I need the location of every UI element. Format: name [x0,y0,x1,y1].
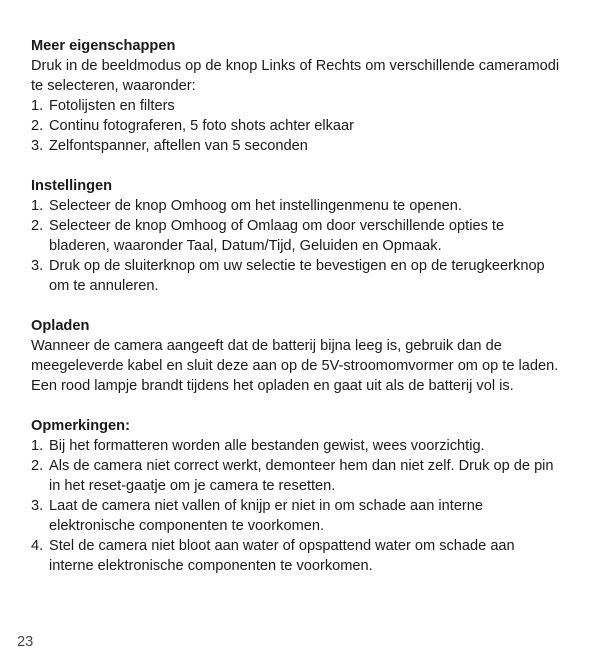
list-item: 3. Zelfontspanner, aftellen van 5 seconden [31,138,308,154]
section-intro: Druk in de beeldmodus op de knop Links of Rechts om verschillende cameramodi te selecteren, waaronder: [31,58,560,94]
list-item-text: Selecteer de knop Omhoog om het instellingenmenu te openen. [49,198,462,214]
list-item-text: Bij het formatteren worden alle bestanden gewist, wees voorzichtig. [49,438,485,454]
list-item-text: Zelfontspanner, aftellen van 5 seconden [49,138,308,154]
list-item: 1. Selecteer de knop Omhoog om het instellingenmenu te openen. [31,198,462,214]
section-title: Instellingen [31,178,113,194]
feature-list [31,96,561,156]
list-item-text: Selecteer de knop Omhoog of Omlaag om door verschillende opties te bladeren, waaronder Taal, Datum/Tijd, Geluiden en Opmaak. [49,218,505,254]
list-item: 1. Bij het formatteren worden alle bestanden gewist, wees voorzichtig. [31,438,485,454]
manual-page [31,36,561,596]
section-title: Opladen [31,318,90,334]
settings-list [31,196,561,296]
list-item: 2. Continu fotograferen, 5 foto shots achter elkaar [31,118,355,134]
section-meer-eigenschappen [31,36,561,156]
list-item: 1. Fotolijsten en filters [31,98,175,114]
list-item-text: Als de camera niet correct werkt, demonteer hem dan niet zelf. Druk op de pin in het reset-gaatje om je camera te resetten. [49,458,554,494]
section-instellingen [31,176,561,296]
section-intro: Wanneer de camera aangeeft dat de batterij bijna leeg is, gebruik dan de meegeleverde kabel en sluit deze aan op de 5V-stroomomvormer om op te laden. Een rood lampje brandt tijdens het opladen en gaat uit als de batterij vol is. [31,338,559,394]
list-item: 3. Laat de camera niet vallen of knijp er niet in om schade aan interne elektronische componenten te voorkomen. [31,498,484,534]
list-item-text: Druk op de sluiterknop om uw selectie te bevestigen en op de terugkeerknop om te annuleren. [49,258,545,294]
list-item: 3. Druk op de sluiterknop om uw selectie te bevestigen en op de terugkeerknop om te annuleren. [31,258,545,294]
list-item-text: Fotolijsten en filters [49,98,175,114]
page-number: 23 [17,634,34,650]
section-opmerkingen [31,416,561,576]
list-item: 2. Als de camera niet correct werkt, demonteer hem dan niet zelf. Druk op de pin in het reset-gaatje om je camera te resetten. [31,458,554,494]
list-item: 4. Stel de camera niet bloot aan water of opspattend water om schade aan interne elektronische componenten te voorkomen. [31,538,515,574]
list-item-text: Stel de camera niet bloot aan water of opspattend water om schade aan interne elektronische componenten te voorkomen. [49,538,515,574]
list-item: 2. Selecteer de knop Omhoog of Omlaag om door verschillende opties te bladeren, waaronder Taal, Datum/Tijd, Geluiden en Opmaak. [31,218,505,254]
section-title: Opmerkingen: [31,418,130,434]
section-title: Meer eigenschappen [31,38,176,54]
section-opladen [31,316,561,396]
list-item-text: Continu fotograferen, 5 foto shots achter elkaar [49,118,355,134]
notes-list [31,436,561,576]
list-item-text: Laat de camera niet vallen of knijp er niet in om schade aan interne elektronische componenten te voorkomen. [49,498,484,534]
